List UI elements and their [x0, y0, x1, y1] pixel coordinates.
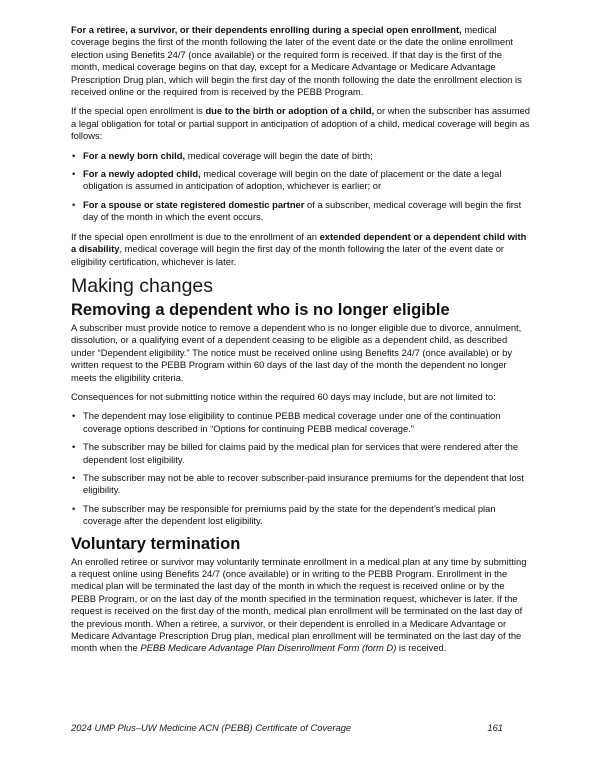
- section-title: Making changes: [71, 274, 214, 297]
- paragraph-voluntary-termination: An enrolled retiree or survivor may voluntarily terminate enrollment in a medical plan at any time by submitting a request online using Benefits 24/7 (once available) or in writing to the PEBB Program. Enrollment in the medical plan will be terminated the last day of the month in which the request is received online or by the PEBB Program, or on the last day of the month specified in the termination request, whichever is later. If the request is received on the first day of the month, medical plan enrollment will be terminated on the last day of the previous month. When a retiree, a survivor, or their dependent is enrolled in a Medicare Advantage or Medicare Advantage Prescription Drug plan, medical plan enrollment will be terminated on the last day of the month when the PEBB Medicare Advantage Plan Disenrollment Form (form D) is received.: [71, 555, 527, 654]
- list-item: • The subscriber may be billed for claims paid by the medical plan for services that were rendered after the dependent lost eligibility.: [71, 441, 531, 466]
- list-item: • The subscriber may not be able to recover subscriber-paid insurance premiums for the dependent that lost eligibility.: [71, 472, 531, 497]
- page-number: 161: [487, 722, 503, 733]
- paragraph-special-open-enrollment: For a retiree, a survivor, or their dependents enrolling during a special open enrollment, medical coverage begins the first of the month following the later of the event date or the date the online enrollment election using Benefits 24/7 (once available) or the required form is received. If that day is the first of the month, medical coverage begins on that day, except for a Medicare Advantage or Medicare Advantage Prescription Drug plan, which will begin the first day of the month following the date the enrollment election is received online or the required from is received by the PEBB Program.: [71, 24, 522, 98]
- paragraph-removing-notice: A subscriber must provide notice to remove a dependent who is no longer eligible due to divorce, annulment, dissolution, or a qualifying event of a dependent ceasing to be eligible as a dependent child, as described under “Dependent eligibility.” The notice must be received online using Benefits 24/7 (once available) or by written request to the PEBB Program within 60 days of the last day of the month the dependent no longer meets the eligibility criteria.: [71, 321, 522, 383]
- heading-removing-dependent: Removing a dependent who is no longer eligible: [71, 300, 450, 319]
- list-item: • The subscriber may be responsible for premiums paid by the state for the dependent’s medical plan coverage after the dependent lost eligibility.: [71, 503, 531, 528]
- list-item: • For a newly born child, medical coverage will begin the date of birth;: [71, 150, 531, 162]
- page-footer: [71, 722, 503, 733]
- list-item: • For a newly adopted child, medical coverage will begin on the date of placement or the date a legal obligation is assumed in anticipation of adoption, whichever is earlier; or: [71, 168, 531, 193]
- heading-voluntary-termination: Voluntary termination: [71, 534, 241, 553]
- list-item: • The dependent may lose eligibility to continue PEBB medical coverage under one of the continuation coverage options described in “Options for continuing PEBB medical coverage.”: [71, 410, 531, 435]
- coverage-start-list: [71, 150, 531, 224]
- paragraph-birth-adoption: If the special open enrollment is due to the birth or adoption of a child, or when the subscriber has assumed a legal obligation for total or partial support in anticipation of adoption of a child, medical coverage will begin as follows:: [71, 105, 531, 142]
- list-item: • For a spouse or state registered domestic partner of a subscriber, medical coverage will begin the first day of the month in which the event occurs.: [71, 199, 531, 224]
- paragraph-consequences: Consequences for not submitting notice within the required 60 days may include, but are not limited to:: [71, 390, 496, 402]
- footer-title: 2024 UMP Plus–UW Medicine ACN (PEBB) Certificate of Coverage: [71, 722, 352, 733]
- paragraph-extended-dependent: If the special open enrollment is due to the enrollment of an extended dependent or a dependent child with a disability, medical coverage will begin the first day of the month following the later of the event date or eligibility certification, whichever is later.: [71, 230, 527, 267]
- consequences-list: [71, 410, 531, 527]
- document-body: [71, 24, 531, 662]
